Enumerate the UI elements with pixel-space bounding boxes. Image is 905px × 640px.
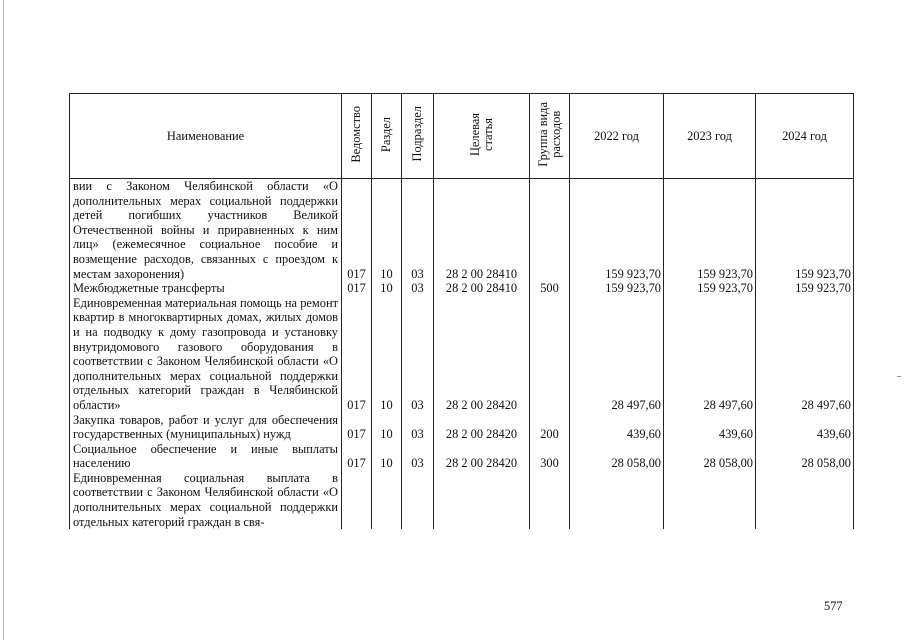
- row-2024: 28 497,60: [756, 296, 854, 413]
- row-2022: 28 497,60: [570, 296, 664, 413]
- header-year-2022: 2022 год: [570, 94, 664, 179]
- row-name: Единовременная социальная выплата в соответствии с Законом Челябинской области «О дополнительных мерах социальной поддержки отдельных категорий граждан в свя-: [70, 471, 342, 529]
- row-2023: 28 497,60: [664, 296, 756, 413]
- row-podrazdel: [402, 471, 434, 529]
- table-row: [70, 413, 854, 442]
- table-row: [70, 442, 854, 471]
- page-number: 577: [824, 599, 843, 613]
- header-year-2024: 2024 год: [756, 94, 854, 179]
- row-razdel: [372, 471, 402, 529]
- row-razdel: 10: [372, 296, 402, 413]
- row-2023: [664, 471, 756, 529]
- row-2022: 159 923,70: [570, 281, 664, 296]
- row-podrazdel: 03: [402, 442, 434, 471]
- row-razdel: 10: [372, 281, 402, 296]
- row-celevaya: 28 2 00 28410: [434, 281, 530, 296]
- row-razdel: 10: [372, 442, 402, 471]
- row-gruppa: [530, 296, 570, 413]
- row-2023: 159 923,70: [664, 179, 756, 282]
- table-row: [70, 179, 854, 282]
- row-2022: [570, 471, 664, 529]
- header-podrazdel: [402, 94, 434, 179]
- table-row: [70, 281, 854, 296]
- row-2023: 28 058,00: [664, 442, 756, 471]
- table-row: [70, 471, 854, 529]
- row-celevaya: 28 2 00 28420: [434, 413, 530, 442]
- row-razdel: 10: [372, 413, 402, 442]
- row-vedomstvo: 017: [342, 296, 372, 413]
- header-year-2023: 2023 год: [664, 94, 756, 179]
- row-gruppa: 500: [530, 281, 570, 296]
- header-celevaya: [434, 94, 530, 179]
- header-celevaya-label: [469, 113, 495, 156]
- row-razdel: 10: [372, 179, 402, 282]
- margin-mark: [897, 376, 901, 377]
- row-gruppa: 300: [530, 442, 570, 471]
- header-razdel: [372, 94, 402, 179]
- row-celevaya: 28 2 00 28420: [434, 442, 530, 471]
- budget-table-container: [69, 93, 853, 583]
- header-name: Наименование: [70, 94, 342, 179]
- row-celevaya: 28 2 00 28420: [434, 296, 530, 413]
- row-podrazdel: 03: [402, 413, 434, 442]
- header-razdel-label: Раздел: [379, 116, 393, 152]
- row-podrazdel: 03: [402, 281, 434, 296]
- row-vedomstvo: 017: [342, 179, 372, 282]
- header-gruppa-label: [537, 102, 563, 167]
- header-vedomstvo-label: Ведомство: [349, 105, 363, 163]
- header-podrazdel-label: Подраздел: [410, 106, 424, 162]
- row-name: Закупка товаров, работ и услуг для обеспечения государственных (муниципальных) нужд: [70, 413, 342, 442]
- row-gruppa: [530, 471, 570, 529]
- row-2022: 439,60: [570, 413, 664, 442]
- row-podrazdel: 03: [402, 296, 434, 413]
- header-vedomstvo: [342, 94, 372, 179]
- budget-table: [69, 93, 854, 529]
- row-name: Единовременная материальная помощь на ремонт квартир в многоквартирных домах, жилых домов и на подводку к дому газопровода и установку внутридомового газового оборудования в соответствии с Законом Челябинской области «О дополнительных мерах социальной поддержки отдельных категорий граждан в Челябинской области»: [70, 296, 342, 413]
- header-gruppa-line2: расходов: [548, 110, 563, 158]
- row-2024: 159 923,70: [756, 281, 854, 296]
- row-name: Межбюджетные трансферты: [70, 281, 342, 296]
- row-2024: 439,60: [756, 413, 854, 442]
- row-2024: [756, 471, 854, 529]
- row-name: Социальное обеспечение и иные выплаты населению: [70, 442, 342, 471]
- row-podrazdel: 03: [402, 179, 434, 282]
- table-header-row: [70, 94, 854, 179]
- header-gruppa-line1: Группа вида: [535, 101, 550, 167]
- row-2022: 28 058,00: [570, 442, 664, 471]
- row-gruppa: 200: [530, 413, 570, 442]
- scan-edge-line: [3, 0, 4, 640]
- row-vedomstvo: [342, 471, 372, 529]
- table-row: [70, 296, 854, 413]
- row-vedomstvo: 017: [342, 413, 372, 442]
- row-gruppa: [530, 179, 570, 282]
- row-2023: 439,60: [664, 413, 756, 442]
- row-name: вии с Законом Челябинской области «О дополнительных мерах социальной поддержки детей погибших участников Великой Отечественной войны и приравненных к ним лиц» (ежемесячное социальное пособие и возмещение расходов, связанных с проездом к местам захоронения): [70, 179, 342, 282]
- header-gruppa: [530, 94, 570, 179]
- row-2023: 159 923,70: [664, 281, 756, 296]
- row-celevaya: [434, 471, 530, 529]
- header-celevaya-line2: статья: [480, 117, 495, 151]
- row-2024: 28 058,00: [756, 442, 854, 471]
- row-2022: 159 923,70: [570, 179, 664, 282]
- row-vedomstvo: 017: [342, 442, 372, 471]
- row-celevaya: 28 2 00 28410: [434, 179, 530, 282]
- row-vedomstvo: 017: [342, 281, 372, 296]
- header-celevaya-line1: Целевая: [467, 112, 482, 156]
- row-2024: 159 923,70: [756, 179, 854, 282]
